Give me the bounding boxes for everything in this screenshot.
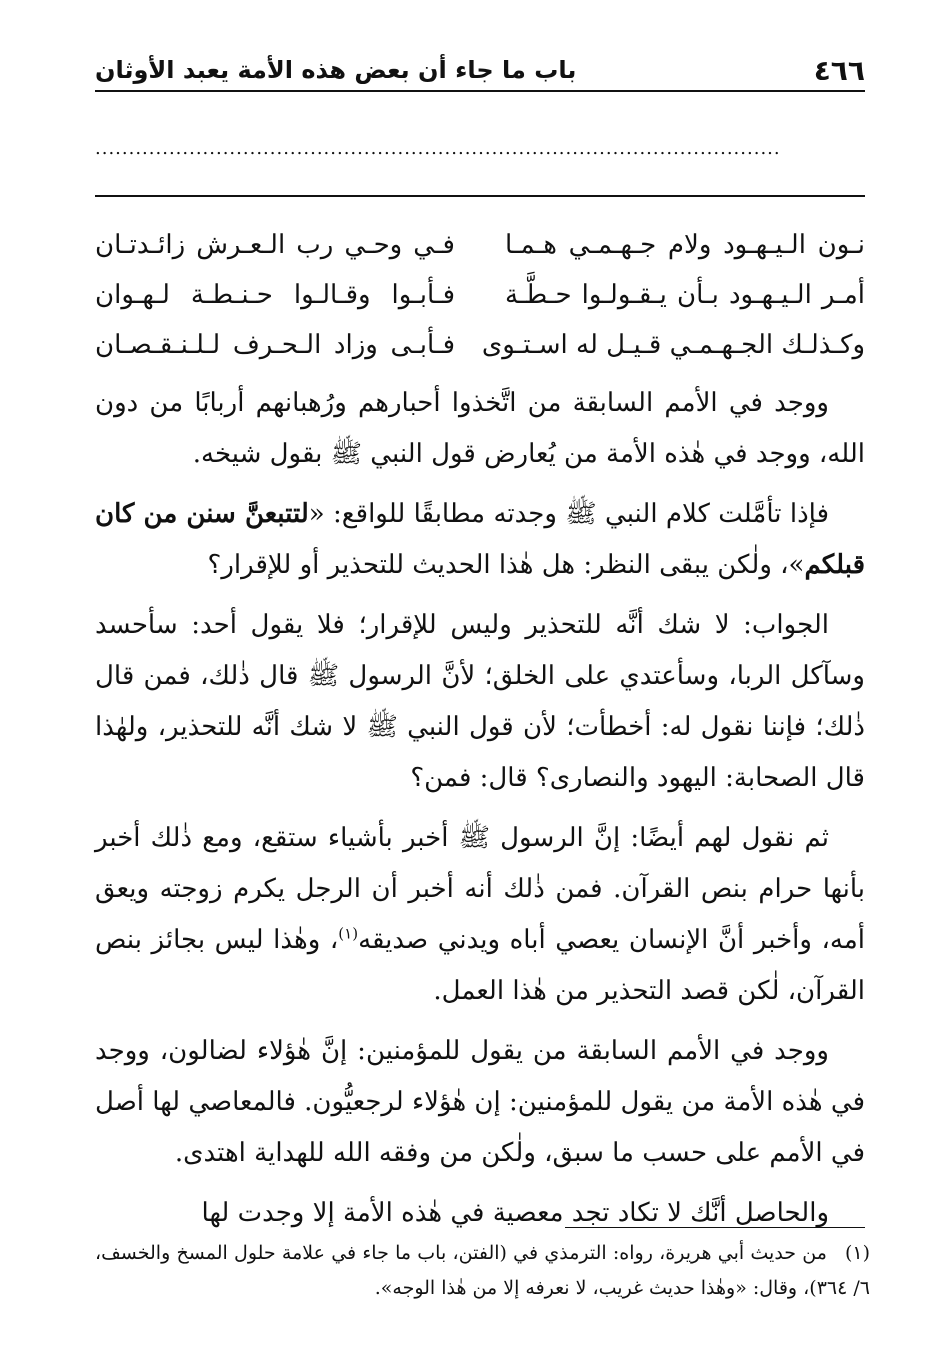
poem-hemistich-right: أمـر الـيـهـود بـأن يـقـولـوا حـطَّـة [505,280,865,310]
poem-hemistich-right: وكـذلـك الجـهـمـي قـيـل له اسـتـوى [481,330,865,360]
divider-line [95,195,865,197]
poem-verse [95,320,865,370]
paragraph-1: ووجد في الأمم السابقة من اتَّخذوا أحبارهم ورُهبانهم أربابًا من دون الله، ووجد في هٰذه الأمة من يُعارض قول النبي ﷺ بقول شيخه. [95,388,865,469]
paragraph-2-end: »، ولٰكن يبقى النظر: هل هٰذا الحديث للتحذير أو للإقرار؟ [207,550,805,580]
hadith-quote: لتتبعنَّ سنن من كان قبلكم [95,499,865,580]
footnote-number: (١) [844,1242,870,1264]
footnote-item [95,1236,870,1306]
dotted-line: ...................................................................................................... [95,138,781,159]
body-text [95,378,865,1248]
paragraph-6: والحاصل أنَّك لا تكاد تجد معصية في هٰذه الأمة إلا وجدت لها [201,1198,829,1228]
poem-verse [95,270,865,320]
footnote-divider [565,1227,865,1228]
poem-hemistich-left: فـي وحـي رب الـعـرش زائـدتـان [95,230,455,260]
paragraph-4-start: ثم نقول لهم أيضًا: إنَّ الرسول ﷺ أخبر بأشياء ستقع، ومع ذٰلك أخبر بأنها حرام بنص القرآن. فمن ذٰلك أنه أخبر أن الرجل يكرم زوجته ويعق أمه، وأخبر أنَّ الإنسان يعصي أباه ويدني صديقه [95,823,865,955]
paragraph-4-end: ، وهٰذا ليس بجائز بنص القرآن، لٰكن قصد التحذير من هٰذا العمل. [95,925,865,1006]
poem-hemistich-right: نـون الـيـهـود ولام جـهـمـي هـمـا [505,230,865,260]
page-header [95,50,865,92]
paragraph-4 [95,813,865,1017]
paragraph-5: ووجد في الأمم السابقة من يقول للمؤمنين: إنَّ هٰؤلاء لضالون، ووجد في هٰذه الأمة من يقول للمؤمنين: إن هٰؤلاء لرجعيُّون. فالمعاصي لها أصل في الأمم على حسب ما سبق، ولٰكن من وفقه الله للهداية اهتدى. [95,1036,865,1168]
poem-hemistich-left: فـأبـى وزاد الـحـرف لـلـنـقـصـان [95,330,455,360]
paragraph-2-start: فإذا تأمَّلت كلام النبي ﷺ وجدته مطابقًا للواقع: « [308,499,829,529]
footnote-marker: (١) [338,924,359,943]
poem-block [95,220,865,370]
poem-verse [95,220,865,270]
page-number: ٤٦٦ [813,53,865,87]
paragraph-3: الجواب: لا شك أنَّه للتحذير وليس للإقرار؛ فلا يقول أحد: سأحسد وسآكل الربا، وسأعتدي على الخلق؛ لأنَّ الرسول ﷺ قال ذٰلك، فمن قال ذٰلك؛ فإننا نقول له: أخطأت؛ لأن قول النبي ﷺ لا شك أنَّه للتحذير، ولهٰذا قال الصحابة: اليهود والنصارى؟ قال: فمن؟ [95,610,865,793]
running-title: باب ما جاء أن بعض هذه الأمة يعبد الأوثان [95,56,577,84]
poem-hemistich-left: فـأبـوا وقـالـوا حـنـطـة لـهـوان [95,280,455,310]
paragraph-2 [95,489,865,591]
footnote-text: من حديث أبي هريرة، رواه: الترمذي في (الفتن، باب ما جاء في علامة حلول المسخ والخسف، ٦/ ٣٦٤)، وقال: «وهٰذا حديث غريب، لا نعرفه إلا من هٰذا الوجه». [95,1242,870,1299]
footnotes [95,1236,870,1306]
